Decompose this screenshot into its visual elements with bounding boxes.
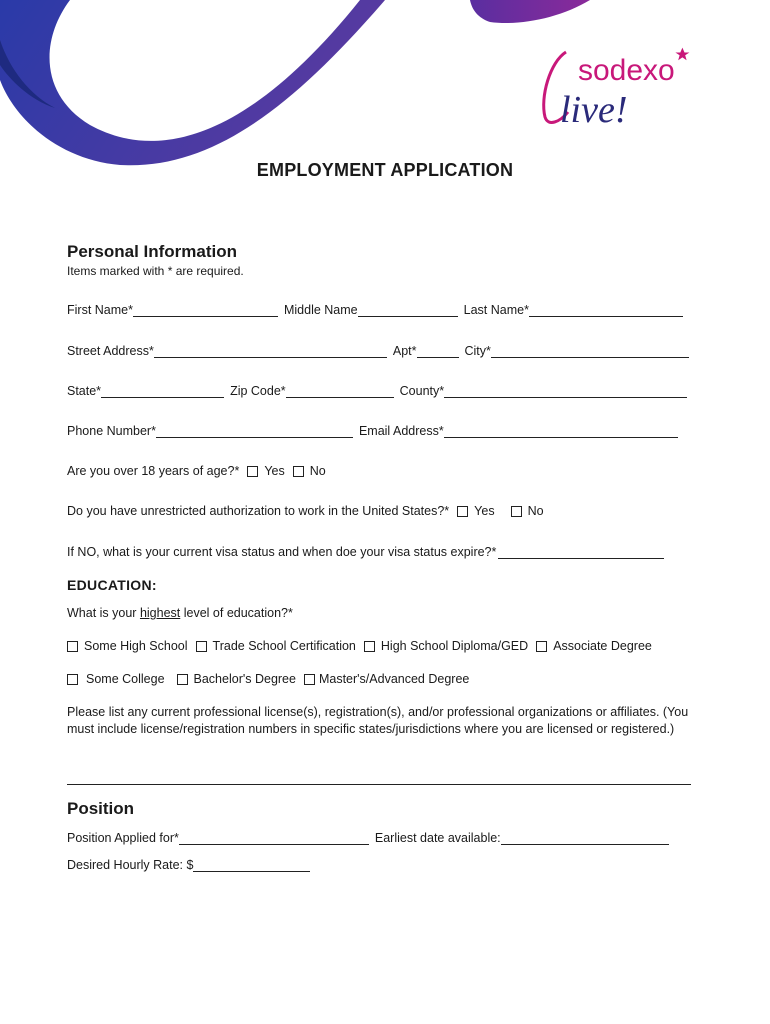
age-yes-label: Yes bbox=[264, 464, 285, 478]
edu-trade-school-checkbox[interactable] bbox=[196, 641, 207, 652]
zip-code-label: Zip Code* bbox=[230, 384, 286, 398]
position-applied-field[interactable] bbox=[179, 831, 369, 845]
sodexo-live-logo bbox=[520, 42, 720, 132]
city-field[interactable] bbox=[491, 344, 689, 358]
state-field[interactable] bbox=[101, 384, 224, 398]
license-instructions: Please list any current professional license(s), registration(s), and/or professional organizations or affiliates. (You must include license/registration numbers in specific states/jurisdictions where you are licensed or registered.) bbox=[67, 705, 689, 736]
position-heading: Position bbox=[67, 799, 135, 818]
hourly-rate-field[interactable] bbox=[193, 858, 310, 872]
edu-option-label: Associate Degree bbox=[553, 639, 652, 653]
middle-name-label: Middle Name bbox=[283, 303, 358, 317]
street-address-label: Street Address* bbox=[67, 344, 154, 358]
age-no-checkbox[interactable] bbox=[293, 466, 304, 477]
first-name-label: First Name* bbox=[67, 303, 133, 317]
edu-option-label: Some College bbox=[86, 672, 165, 686]
middle-name-field[interactable] bbox=[358, 303, 458, 317]
visa-status-field[interactable] bbox=[498, 545, 664, 559]
auth-yes-checkbox[interactable] bbox=[457, 506, 468, 517]
auth-yes-label: Yes bbox=[474, 504, 495, 518]
phone-number-label: Phone Number* bbox=[67, 424, 156, 438]
county-field[interactable] bbox=[444, 384, 687, 398]
edu-associate-degree-checkbox[interactable] bbox=[536, 641, 547, 652]
auth-no-label: No bbox=[527, 504, 544, 518]
edu-masters-checkbox[interactable] bbox=[304, 674, 315, 685]
edu-some-college-checkbox[interactable] bbox=[67, 674, 78, 685]
license-field[interactable] bbox=[67, 771, 691, 785]
last-name-label: Last Name* bbox=[463, 303, 529, 317]
earliest-date-label: Earliest date available: bbox=[374, 831, 501, 845]
street-address-field[interactable] bbox=[154, 344, 387, 358]
education-heading: EDUCATION: bbox=[67, 577, 157, 593]
education-question-post: level of education?* bbox=[183, 606, 293, 620]
email-address-label: Email Address* bbox=[358, 424, 444, 438]
city-label: City* bbox=[464, 344, 491, 358]
edu-option-label: High School Diploma/GED bbox=[380, 639, 529, 653]
last-name-field[interactable] bbox=[529, 303, 683, 317]
age-question: Are you over 18 years of age?* bbox=[67, 464, 240, 478]
apt-label: Apt* bbox=[392, 344, 417, 358]
education-question-highest: highest bbox=[139, 606, 181, 620]
edu-option-label: Bachelor's Degree bbox=[193, 672, 296, 686]
position-applied-label: Position Applied for* bbox=[67, 831, 179, 845]
visa-status-question: If NO, what is your current visa status and when doe your visa status expire?* bbox=[67, 545, 497, 559]
county-label: County* bbox=[399, 384, 445, 398]
page-title: EMPLOYMENT APPLICATION bbox=[256, 160, 514, 180]
hourly-rate-label: Desired Hourly Rate: $ bbox=[67, 858, 194, 872]
auth-no-checkbox[interactable] bbox=[511, 506, 522, 517]
edu-high-school-diploma-checkbox[interactable] bbox=[364, 641, 375, 652]
edu-bachelors-checkbox[interactable] bbox=[177, 674, 188, 685]
education-question-pre: What is your bbox=[67, 606, 137, 620]
required-note: Items marked with * are required. bbox=[67, 264, 244, 278]
age-yes-checkbox[interactable] bbox=[247, 466, 258, 477]
svg-text:live!: live! bbox=[560, 89, 628, 131]
first-name-field[interactable] bbox=[133, 303, 278, 317]
apt-field[interactable] bbox=[417, 344, 459, 358]
edu-option-label: Some High School bbox=[84, 639, 188, 653]
phone-number-field[interactable] bbox=[156, 424, 353, 438]
age-no-label: No bbox=[309, 464, 326, 478]
edu-option-label: Master's/Advanced Degree bbox=[318, 672, 470, 686]
svg-text:sodexo: sodexo bbox=[578, 54, 675, 87]
earliest-date-field[interactable] bbox=[501, 831, 669, 845]
edu-some-high-school-checkbox[interactable] bbox=[67, 641, 78, 652]
zip-code-field[interactable] bbox=[286, 384, 394, 398]
edu-option-label: Trade School Certification bbox=[212, 639, 356, 653]
state-label: State* bbox=[67, 384, 102, 398]
email-address-field[interactable] bbox=[444, 424, 678, 438]
education-question bbox=[67, 606, 293, 620]
work-authorization-question: Do you have unrestricted authorization to work in the United States?* bbox=[67, 504, 450, 518]
personal-info-heading: Personal Information bbox=[67, 242, 238, 261]
